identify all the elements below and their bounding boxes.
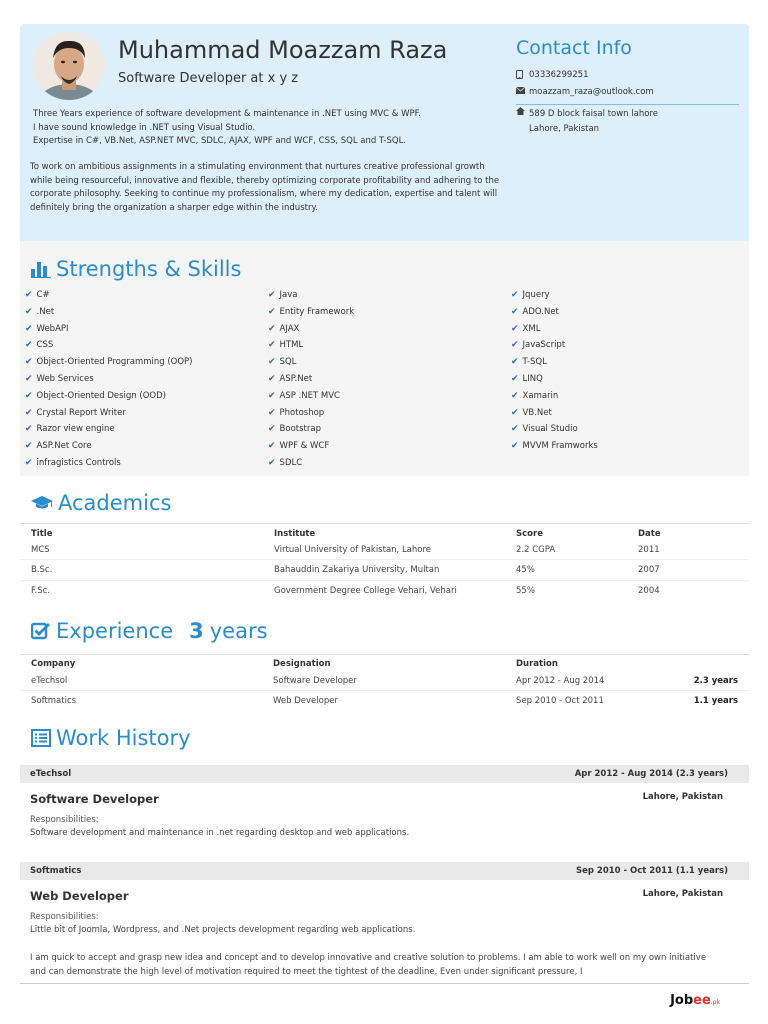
check-icon: ✔	[268, 441, 276, 452]
academics-cell: F.Sc.	[31, 586, 50, 596]
skill-label: SDLC	[279, 457, 303, 468]
contact-divider	[516, 104, 739, 105]
skill-item	[511, 323, 598, 340]
check-icon: ✔	[25, 306, 33, 317]
skill-label: XML	[522, 323, 541, 334]
skill-item	[25, 440, 193, 457]
academics-header-institute: Institute	[274, 529, 316, 539]
check-icon: ✔	[511, 306, 519, 317]
experience-cell: Softmatics	[31, 696, 77, 706]
work-history-company-bar	[20, 862, 749, 880]
academics-header-title: Title	[31, 529, 53, 539]
check-icon: ✔	[268, 407, 276, 418]
skill-item	[268, 390, 354, 407]
work-history-location: Lahore, Pakistan	[642, 792, 723, 802]
skill-item	[268, 440, 354, 457]
check-icon: ✔	[25, 424, 33, 435]
profile-job-title: Software Developer at x y z	[118, 71, 299, 86]
skill-item	[511, 440, 598, 457]
experience-header-company: Company	[31, 659, 76, 669]
skills-title	[31, 257, 241, 281]
skill-label: Jquery	[522, 290, 550, 300]
check-icon: ✔	[25, 373, 33, 384]
skill-item	[268, 339, 354, 356]
skill-item	[25, 390, 193, 407]
work-history-dates: Apr 2012 - Aug 2014 (2.3 years)	[574, 769, 728, 779]
check-icon: ✔	[511, 357, 519, 368]
work-history-title-text: Work History	[56, 726, 191, 750]
academics-cell: MCS	[31, 545, 50, 555]
skill-label: HTML	[279, 340, 304, 351]
experience-header-designation: Designation	[273, 659, 331, 669]
academics-header-score: Score	[516, 529, 543, 539]
jobee-logo[interactable]	[670, 993, 720, 1008]
check-icon: ✔	[511, 390, 519, 401]
row-divider	[20, 559, 749, 560]
academics-cell: Bahauddin Zakariya University, Multan	[274, 565, 440, 575]
check-icon: ✔	[268, 373, 276, 384]
contact-address	[516, 107, 658, 137]
skill-item	[268, 457, 354, 474]
logo-part: ee	[693, 993, 711, 1008]
academics-cell: 55%	[516, 586, 535, 596]
graduation-cap-icon	[31, 495, 53, 511]
experience-title	[31, 619, 268, 643]
skill-item	[268, 289, 354, 306]
skill-item	[25, 373, 193, 390]
skill-label: MVVM Framworks	[522, 441, 598, 452]
check-icon: ✔	[25, 390, 33, 401]
skill-label: Bootstrap	[279, 424, 321, 435]
check-icon: ✔	[25, 290, 33, 300]
work-history-company: Softmatics	[30, 866, 82, 876]
skill-item	[25, 323, 193, 340]
skill-item	[511, 373, 598, 390]
skill-label: Java	[279, 290, 298, 300]
skill-item	[25, 457, 193, 474]
experience-years-number: 3	[189, 619, 204, 643]
skill-item	[268, 423, 354, 440]
contact-address-line1: 589 D block faisal town lahore	[529, 109, 658, 119]
experience-cell: Apr 2012 - Aug 2014	[516, 676, 605, 686]
academics-cell: 2011	[638, 545, 660, 555]
experience-cell: 1.1 years	[693, 696, 738, 706]
skill-label: Crystal Report Writer	[36, 407, 126, 418]
experience-cell: Web Developer	[273, 696, 338, 706]
profile-name: Muhammad Moazzam Raza	[118, 36, 448, 64]
skill-label: CSS	[36, 340, 54, 351]
skill-item	[511, 339, 598, 356]
check-icon: ✔	[25, 457, 33, 468]
skill-label: SQL	[279, 357, 297, 368]
footer-divider	[20, 983, 749, 984]
skill-item	[268, 323, 354, 340]
check-icon: ✔	[511, 290, 519, 300]
check-icon: ✔	[511, 340, 519, 351]
contact-title: Contact Info	[516, 37, 632, 59]
experience-divider	[20, 654, 749, 655]
skill-label: infragistics Controls	[36, 457, 121, 468]
academics-cell: Government Degree College Vehari, Vehari	[274, 586, 457, 596]
skills-column-2	[268, 289, 354, 474]
profile-header	[20, 24, 749, 241]
skill-label: Visual Studio	[522, 424, 578, 435]
check-icon: ✔	[25, 407, 33, 418]
skill-label: JavaScript	[522, 340, 566, 351]
skills-column-3	[511, 289, 598, 457]
skill-label: .Net	[36, 306, 55, 317]
check-icon: ✔	[511, 441, 519, 452]
skill-label: AJAX	[279, 323, 300, 334]
check-icon: ✔	[268, 424, 276, 435]
check-icon: ✔	[268, 390, 276, 401]
skill-item	[25, 289, 193, 306]
skill-label: C#	[36, 290, 50, 300]
skill-item	[25, 423, 193, 440]
experience-header-duration: Duration	[516, 659, 558, 669]
check-icon: ✔	[511, 424, 519, 435]
experience-title-text: Experience	[56, 619, 174, 643]
academics-cell: 2004	[638, 586, 660, 596]
skill-item	[25, 356, 193, 373]
academics-cell: 45%	[516, 565, 535, 575]
envelope-icon	[516, 87, 526, 97]
home-icon	[516, 107, 526, 118]
skill-item	[25, 339, 193, 356]
phone-icon	[516, 70, 526, 82]
skill-label: Entity Framework	[279, 306, 355, 317]
checkbox-icon	[31, 622, 51, 640]
skill-item	[25, 407, 193, 424]
work-history-role: Web Developer	[30, 889, 129, 903]
work-history-resp-text: Software development and maintenance in .net regarding desktop and web applications.	[30, 828, 410, 838]
work-history-role: Software Developer	[30, 792, 159, 806]
check-icon: ✔	[268, 306, 276, 317]
skill-label: ASP .NET MVC	[279, 390, 340, 401]
skill-label: ADO.Net	[522, 306, 559, 317]
skill-label: LINQ	[522, 373, 543, 384]
academics-cell: 2.2 CGPA	[516, 545, 556, 555]
check-icon: ✔	[268, 290, 276, 300]
academics-divider	[20, 523, 749, 524]
check-icon: ✔	[268, 323, 276, 334]
skill-item	[268, 407, 354, 424]
check-icon: ✔	[25, 441, 33, 452]
skill-label: ASP.Net Core	[36, 441, 92, 452]
row-divider	[20, 690, 749, 691]
work-history-location: Lahore, Pakistan	[642, 889, 723, 899]
academics-cell: B.Sc.	[31, 565, 53, 575]
experience-cell: eTechsol	[31, 676, 68, 686]
closing-paragraph: I am quick to accept and grasp new idea and concept and to develop innovative and creative solution to problems. I am able to work well on my own initiative and can demonstrate the high level of motivation required to meet the tightest of the deadline. Even under significant pressure, I	[30, 953, 707, 977]
summary-line: Three Years experience of software development & maintenance in .NET using MVC & WPF.	[33, 109, 421, 119]
experience-cell: Software Developer	[273, 676, 357, 686]
skill-item	[25, 306, 193, 323]
skill-label: WebAPI	[36, 323, 69, 334]
check-icon: ✔	[268, 457, 276, 468]
work-history-company-bar	[20, 765, 749, 783]
logo-part: .pk	[710, 999, 720, 1006]
academics-title-text: Academics	[58, 491, 172, 515]
profile-objective: To work on ambitious assignments in a stimulating environment that nurtures creative professional growth while being resourceful, innovative and flexible, thereby optimizing corporate profitability and adhering to the corporate philosophy. Seeking to continue my professionalism, where my dedication, expertise and talent will definitely bring the organization a sharper edge within the industry.	[30, 162, 500, 213]
skill-item	[511, 423, 598, 440]
list-icon	[31, 729, 51, 747]
experience-years-label: years	[209, 619, 268, 643]
check-icon: ✔	[511, 323, 519, 334]
bar-chart-icon	[31, 260, 51, 278]
experience-cell: Sep 2010 - Oct 2011	[516, 696, 604, 706]
work-history-resp-text: Little bit of Joomla, Wordpress, and .Net projects development regarding web applications.	[30, 925, 416, 935]
skill-item	[511, 407, 598, 424]
summary-line: I have sound knowledge in .NET using Visual Studio.	[33, 122, 256, 133]
check-icon: ✔	[25, 323, 33, 334]
academics-cell: Virtual University of Pakistan, Lahore	[274, 545, 432, 555]
skill-label: Xamarin	[522, 390, 559, 401]
academics-header-date: Date	[638, 529, 661, 539]
contact-address-line2: Lahore, Pakistan	[529, 124, 600, 134]
work-history-dates: Sep 2010 - Oct 2011 (1.1 years)	[575, 866, 728, 876]
skill-label: Web Services	[36, 373, 94, 384]
contact-phone-text: 03336299251	[529, 70, 589, 80]
academics-cell: 2007	[638, 565, 660, 575]
academics-title	[31, 491, 171, 515]
skill-item	[511, 390, 598, 407]
check-icon: ✔	[511, 373, 519, 384]
check-icon: ✔	[25, 340, 33, 351]
skill-item	[511, 306, 598, 323]
skill-item	[511, 356, 598, 373]
skill-label: VB.Net	[522, 407, 552, 418]
profile-summary	[33, 108, 503, 149]
skill-label: Object-Oriented Design (OOD)	[36, 390, 166, 401]
work-history-company: eTechsol	[30, 769, 72, 779]
skill-label: Photoshop	[279, 407, 325, 418]
skill-label: WPF & WCF	[279, 441, 330, 452]
skill-item	[268, 356, 354, 373]
skill-label: ASP.Net	[279, 373, 313, 384]
check-icon: ✔	[25, 357, 33, 368]
contact-email	[516, 87, 654, 97]
work-history-resp-label: Responsibilities:	[30, 815, 99, 825]
contact-phone	[516, 70, 589, 82]
skills-column-1	[25, 289, 193, 474]
check-icon: ✔	[511, 407, 519, 418]
skill-label: Razor view engine	[36, 424, 115, 435]
profile-photo	[33, 32, 105, 100]
contact-email-text: moazzam_raza@outlook.com	[529, 87, 654, 97]
row-divider	[20, 580, 749, 581]
skill-item	[268, 373, 354, 390]
check-icon: ✔	[268, 357, 276, 368]
skill-label: Object-Oriented Programming (OOP)	[36, 357, 193, 368]
check-icon: ✔	[268, 340, 276, 351]
logo-part: Job	[670, 993, 694, 1008]
work-history-resp-label: Responsibilities:	[30, 912, 99, 922]
skills-title-text: Strengths & Skills	[56, 257, 242, 281]
skill-label: T-SQL	[522, 357, 547, 368]
experience-cell: 2.3 years	[693, 676, 738, 686]
skill-item	[268, 306, 354, 323]
summary-line: Expertise in C#, VB.Net, ASP.NET MVC, SDLC, AJAX, WPF and WCF, CSS, SQL and T-SQL.	[33, 136, 407, 147]
skill-item	[511, 289, 598, 306]
work-history-title	[31, 726, 191, 750]
